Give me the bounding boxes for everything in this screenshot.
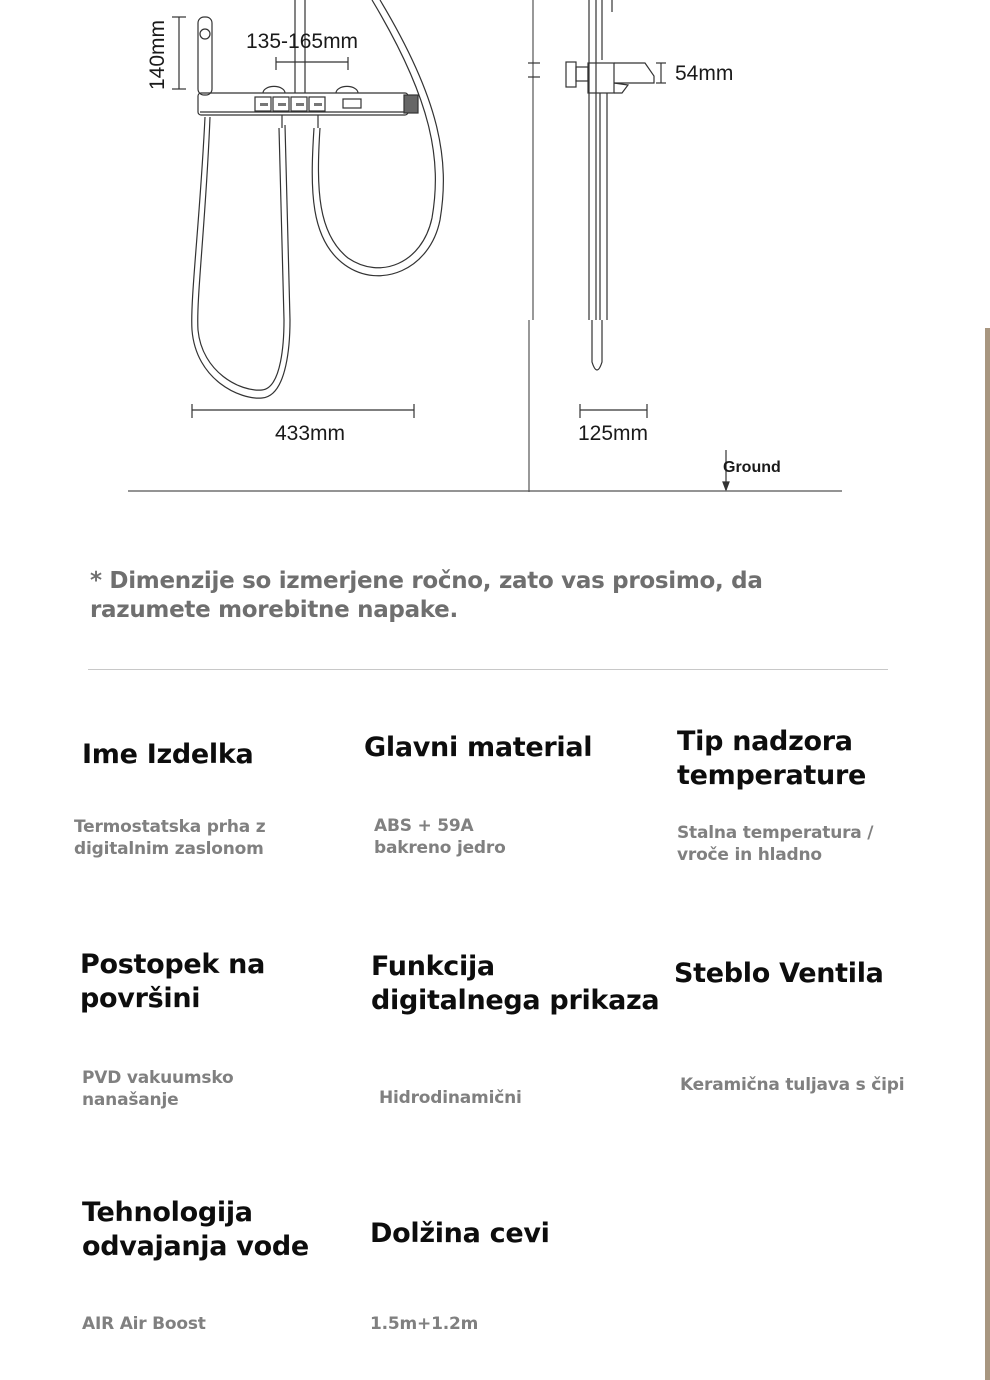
- handshower: [198, 17, 212, 95]
- dim-433-bracket: [192, 404, 414, 418]
- dimension-diagram: [0, 0, 990, 500]
- spec-value-water-tech: AIR Air Boost: [82, 1314, 206, 1334]
- spec-title-surface-process: Postopek na površini: [80, 949, 266, 1014]
- dim-label-54: 54mm: [675, 62, 734, 85]
- side-view: [566, 0, 654, 370]
- spec-value-hose-length: 1.5m+1.2m: [370, 1314, 479, 1334]
- spec-value-surface-process: PVD vakuumsko nanašanje: [82, 1068, 234, 1110]
- dim-label-125: 125mm: [578, 422, 649, 445]
- thermostat-body: [198, 93, 418, 115]
- section-divider: [88, 669, 888, 670]
- dim-label-433: 433mm: [275, 422, 346, 445]
- ground-label: Ground: [723, 459, 781, 476]
- spec-value-temperature-control: Stalna temperatura / vroče in hladno: [677, 823, 874, 865]
- accent-side-bar: [985, 328, 990, 1380]
- spec-title-valve-stem: Steblo Ventila: [674, 958, 884, 989]
- spec-title-digital-display: Funkcija digitalnega prikaza: [371, 951, 660, 1016]
- spec-value-digital-display: Hidrodinamični: [379, 1088, 522, 1108]
- measurement-note: * Dimenzije so izmerjene ročno, zato vas prosimo, da razumete morebitne napake.: [90, 568, 763, 623]
- dim-125-bracket: [580, 404, 647, 418]
- spec-title-product-name: Ime Izdelka: [82, 739, 254, 770]
- spec-value-valve-stem: Keramična tuljava s čipi: [680, 1075, 905, 1095]
- dim-135-bracket: [276, 57, 348, 70]
- spec-title-temperature-control: Tip nadzora temperature: [677, 726, 866, 791]
- dim-140-bracket: [172, 17, 186, 89]
- dim-label-140: 140mm: [146, 19, 169, 90]
- spec-title-main-material: Glavni material: [364, 732, 593, 763]
- spec-title-hose-length: Dolžina cevi: [370, 1218, 550, 1249]
- spec-title-water-tech: Tehnologija odvajanja vode: [82, 1197, 309, 1262]
- spec-value-main-material: ABS + 59A bakreno jedro: [374, 816, 506, 858]
- dim-label-135-165: 135-165mm: [246, 30, 359, 53]
- spec-value-product-name: Termostatska prha z digitalnim zaslonom: [74, 817, 266, 859]
